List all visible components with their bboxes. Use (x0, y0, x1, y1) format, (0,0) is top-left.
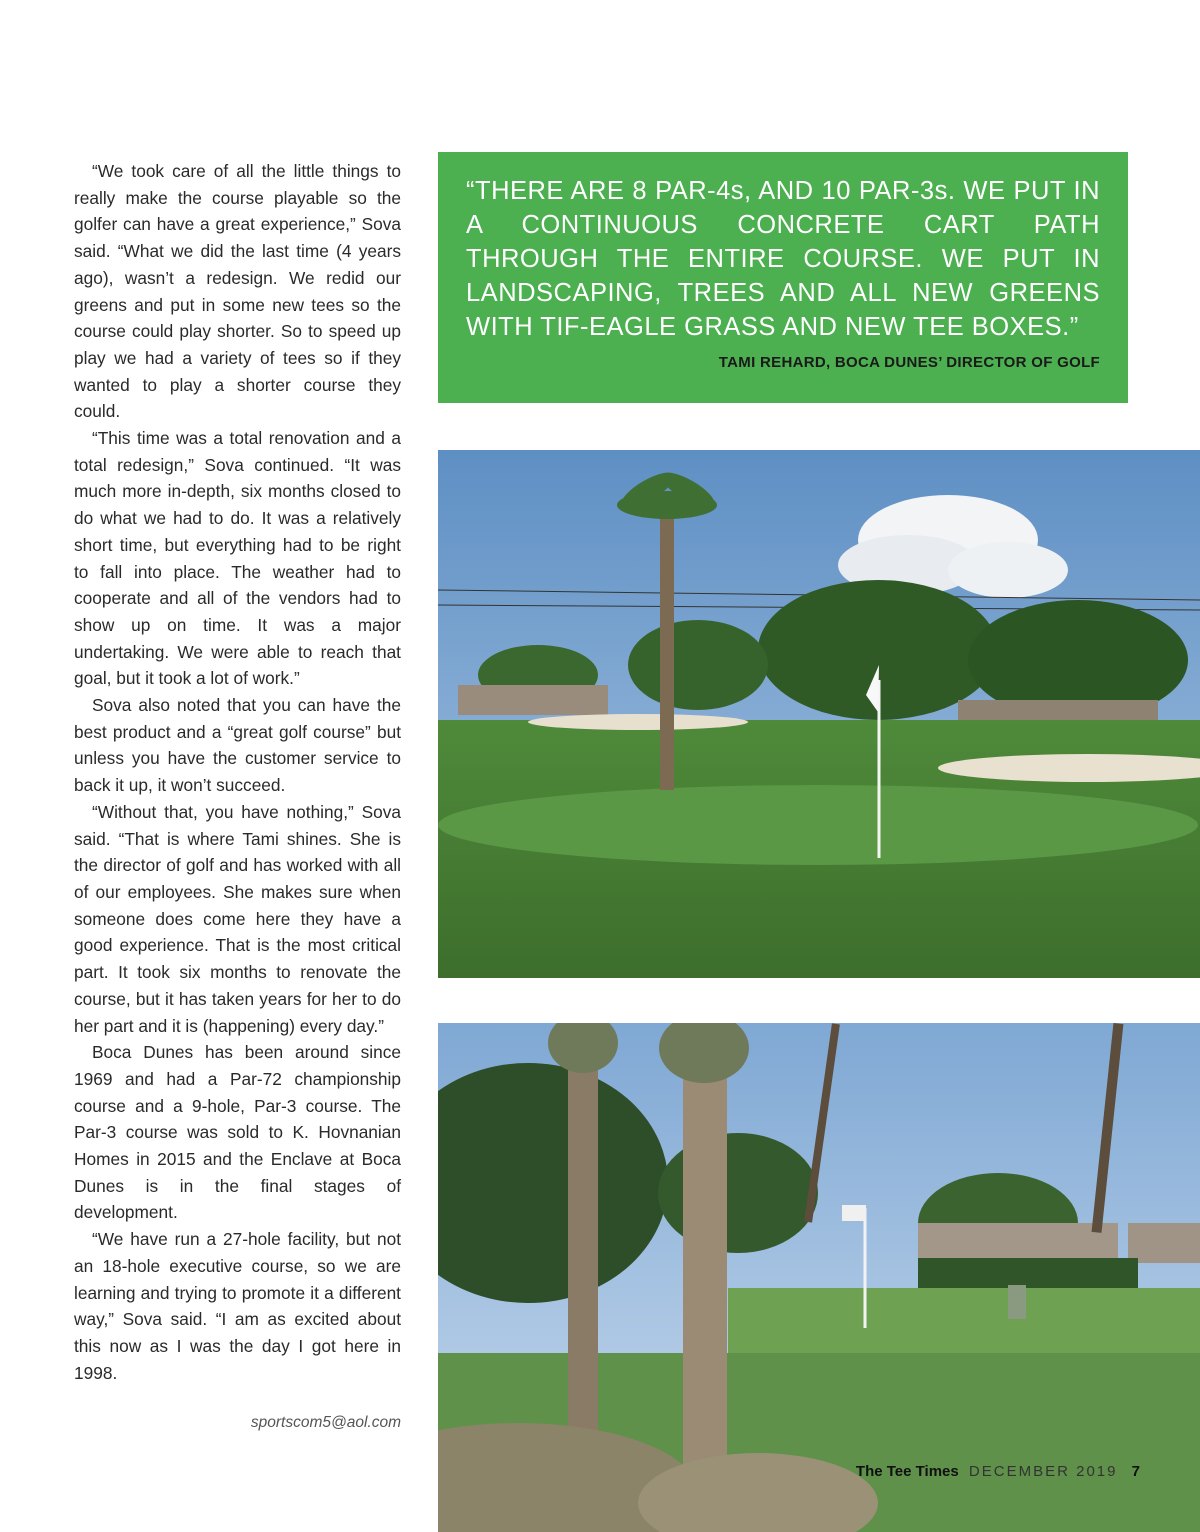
article-paragraph: “We have run a 27-hole facility, but not an 18-hole executive course, so we are learning and trying to promote it a different way,” Sova said. “I am as excited about this now as I was the day I got here in 1998. (74, 1229, 401, 1383)
article-paragraph: “Without that, you have nothing,” Sova said. “That is where Tami shines. She is the director of golf and has worked with all of our employees. She makes sure when someone does come here they have a good experience. That is the most critical part. It took six months to renovate the course, but it has taken years for her to do her part and it is (happening) every day.” (74, 801, 401, 1036)
pull-quote-text: “THERE ARE 8 PAR-4s, AND 10 PAR-3s. WE PUT IN A CONTINUOUS CONCRETE CART PATH THROUGH THE ENTIRE COURSE. WE PUT IN LANDSCAPING, TREES AND ALL NEW GREENS WITH TIF-EAGLE GRASS AND NEW TEE BOXES.” (466, 177, 1100, 341)
golf-course-palms-photo (438, 1023, 1200, 1532)
page-footer (740, 1463, 1140, 1480)
article-paragraph: “We took care of all the little things to really make the course playable so the golfer can have a great experience,” Sova said. “What we did the last time (4 years ago), wasn’t a redesign. We redid our greens and put in some new tees so the course could play shorter. So to speed up play we had a variety of tees so if they wanted to play a shorter course they could. (74, 161, 401, 422)
publication-name: The Tee Times (855, 1463, 959, 1480)
page-number: 7 (1131, 1463, 1140, 1480)
issue-date: DECEMBER 2019 (968, 1463, 1118, 1480)
article-body (74, 158, 401, 1386)
pull-quote-attribution: TAMI REHARD, BOCA DUNES’ DIRECTOR OF GOLF (718, 354, 1100, 371)
pull-quote (438, 152, 1128, 403)
article-paragraph: Sova also noted that you can have the best product and a “great golf course” but unless you have the customer service to back it up, it won’t succeed. (74, 695, 401, 796)
author-email[interactable]: sportscom5@aol.com (250, 1414, 401, 1431)
article-paragraph: Boca Dunes has been around since 1969 and had a Par-72 championship course and a 9-hole, Par-3 course. The Par-3 course was sold to K. Hovnanian Homes in 2015 and the Enclave at Boca Dunes is in the final stages of development. (74, 1042, 401, 1223)
article-paragraph: “This time was a total renovation and a total redesign,” Sova continued. “It was much more in-depth, six months closed to do what we had to do. It was a relatively short time, but everything had to be right to fall into place. The weather had to cooperate and all of the vendors had to show up on time. It was a major undertaking. We were able to reach that goal, but it took a lot of work.” (74, 428, 401, 689)
golf-green-photo (438, 450, 1200, 978)
